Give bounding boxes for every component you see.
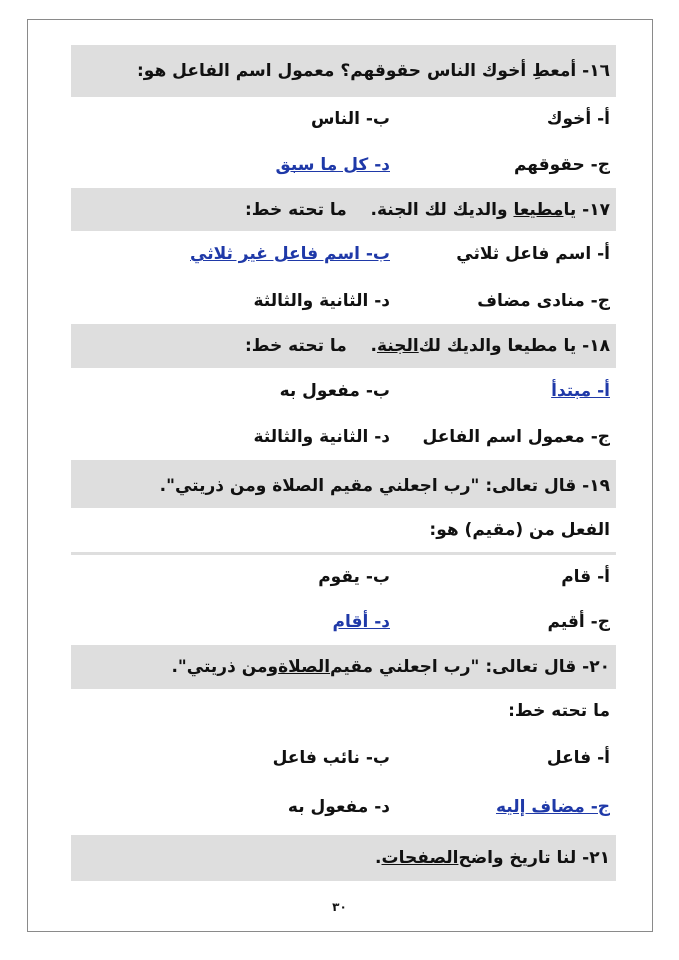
question-19	[71, 460, 616, 555]
question-20	[71, 645, 616, 689]
options-row	[71, 141, 616, 188]
question-text-pre: لنا تاريخ واضح	[458, 848, 577, 868]
option-d-correct[interactable]: د- أقام	[332, 611, 390, 632]
question-line	[77, 464, 610, 508]
worksheet	[71, 45, 616, 881]
option-b-correct[interactable]: ب- اسم فاعل غير ثلاثي	[190, 244, 390, 264]
question-text-pre: يا مطيعا والديك لك	[418, 336, 577, 356]
underlined-word: مطيعا	[513, 199, 564, 220]
options-row	[71, 414, 616, 460]
option-a[interactable]: أ- اسم فاعل ثلاثي	[456, 244, 610, 264]
continuation-text: الفعل من (مقيم) هو:	[429, 519, 610, 540]
option-b[interactable]: ب- الناس	[310, 109, 390, 129]
option-d-correct[interactable]: د- كل ما سبق	[275, 154, 390, 175]
options-row	[71, 231, 616, 277]
question-18	[71, 324, 616, 368]
question-text: أمعطِ أخوك الناس حقوقهم؟ معمول اسم الفاعل هو:	[137, 61, 577, 81]
continuation-text: ما تحته خط:	[508, 701, 610, 721]
option-c-correct[interactable]: ج- مضاف إليه	[495, 797, 610, 817]
option-c[interactable]: ج- أقيم	[547, 611, 610, 632]
options-row	[71, 97, 616, 141]
question-text: قال تعالى: "رب اجعلني مقيم الصلاة ومن ذريتي".	[159, 475, 577, 496]
option-a[interactable]: أ- فاعل	[546, 748, 610, 768]
options-row	[71, 783, 616, 831]
option-d[interactable]: د- مفعول به	[287, 797, 390, 817]
options-row	[71, 555, 616, 598]
question-number: ١٦-	[582, 61, 610, 81]
question-number: ١٩-	[582, 475, 610, 496]
question-text-post: .	[375, 848, 382, 868]
question-text-pre: قال تعالى: "رب اجعلني مقيم	[330, 657, 577, 677]
option-b[interactable]: ب- مفعول به	[279, 381, 390, 401]
option-d[interactable]: د- الثانية والثالثة	[253, 290, 390, 311]
question-text-post: ومن ذريتي".	[171, 657, 279, 677]
options-row	[71, 733, 616, 783]
underlined-word: الصفحات	[381, 848, 459, 868]
option-c[interactable]: ج- معمول اسم الفاعل	[422, 427, 610, 447]
option-a-correct[interactable]: أ- مبتدأ	[551, 381, 610, 401]
option-b[interactable]: ب- يقوم	[318, 566, 390, 587]
question-text-pre: يا	[563, 199, 577, 220]
question-21	[71, 835, 616, 881]
question-number: ١٨-	[582, 336, 610, 356]
option-d[interactable]: د- الثانية والثالثة	[253, 427, 390, 447]
question-17	[71, 188, 616, 231]
question-number: ٢٠-	[582, 657, 610, 677]
question-16	[71, 45, 616, 97]
question-text-post: . ما تحته خط:	[244, 336, 377, 356]
option-c[interactable]: ج- منادى مضاف	[477, 290, 610, 311]
question-number: ١٧-	[582, 199, 610, 220]
question-number: ٢١-	[582, 848, 610, 868]
question-text-post: والديك لك الجنة. ما تحته خط:	[244, 199, 514, 220]
options-row	[71, 368, 616, 414]
question-continuation	[71, 508, 616, 552]
page-number: ٣٠	[332, 900, 347, 914]
option-c[interactable]: ج- حقوقهم	[513, 154, 610, 175]
option-a[interactable]: أ- قام	[561, 566, 610, 587]
question-continuation	[71, 689, 616, 733]
option-a[interactable]: أ- أخوك	[546, 109, 610, 129]
options-row	[71, 598, 616, 645]
option-b[interactable]: ب- نائب فاعل	[272, 748, 390, 768]
options-row	[71, 277, 616, 324]
underlined-word: الصلاة	[278, 657, 331, 677]
underlined-word: الجنة	[376, 336, 419, 356]
